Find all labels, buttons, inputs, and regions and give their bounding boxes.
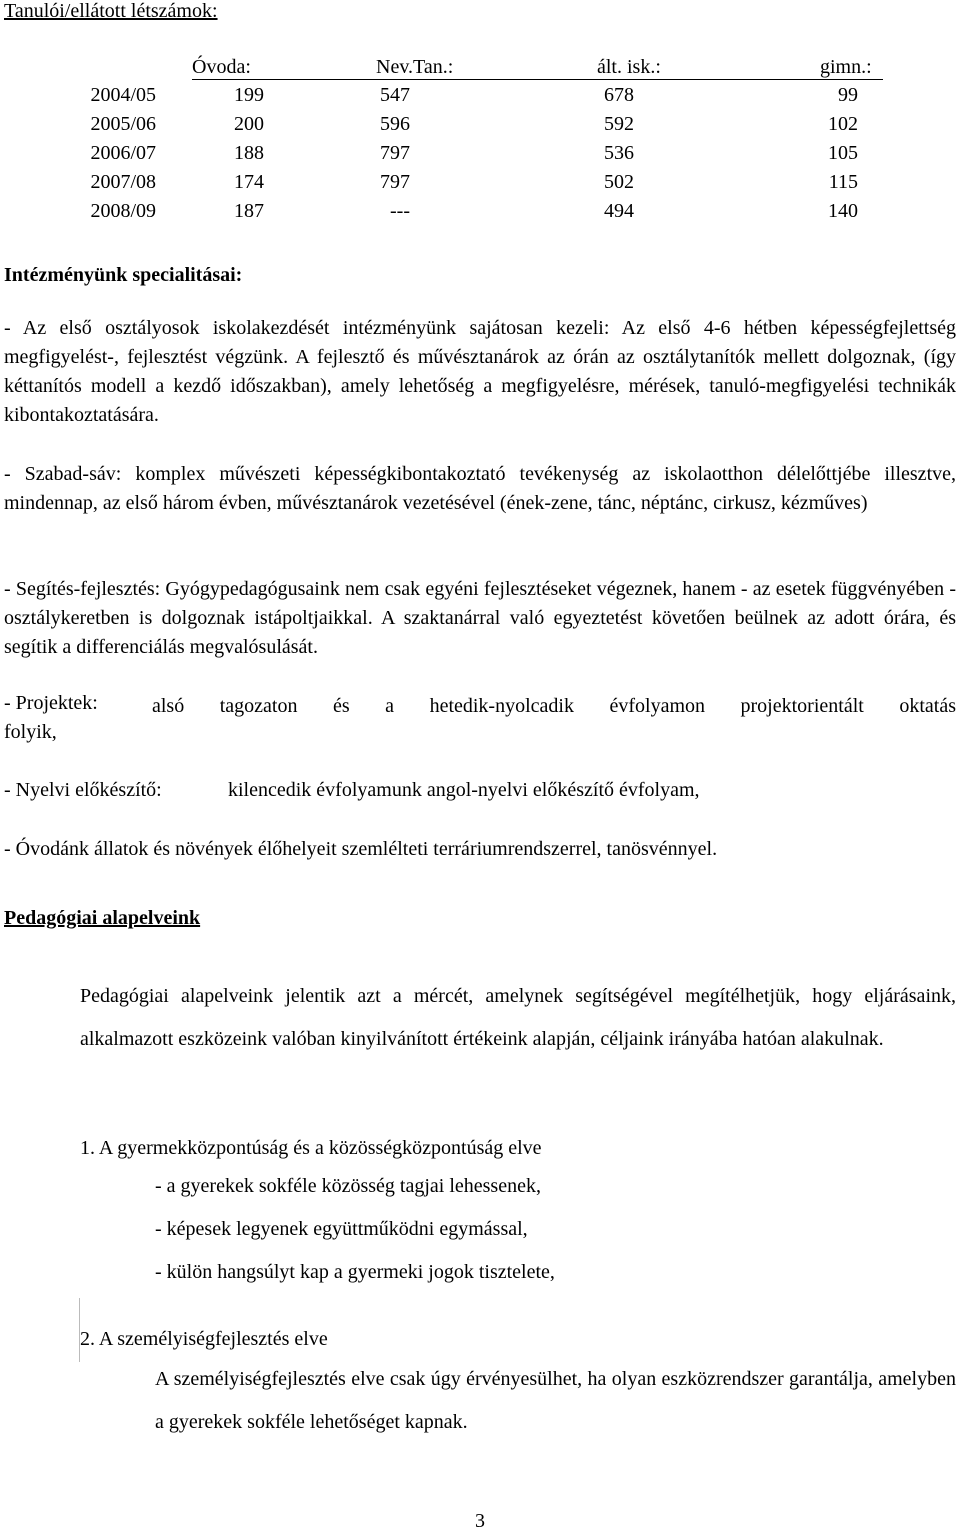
- table-cell-kindergarten: 200: [234, 113, 264, 135]
- table-cell-grammar: 140: [828, 200, 858, 222]
- projects-text-line2: folyik,: [4, 721, 57, 743]
- table-cell-kindergarten: 199: [234, 84, 264, 106]
- principle-1-bullet: - külön hangsúlyt kap a gyermeki jogok tisztelete,: [155, 1261, 555, 1283]
- projects-label: - Projektek:: [4, 692, 98, 714]
- principles-heading: Pedagógiai alapelveink: [4, 907, 201, 929]
- specialty-paragraph-terrarium: - Óvodánk állatok és növények élőhelyeit szemlélteti terráriumrendszerrel, tanösvénnyel.: [4, 838, 718, 860]
- specialty-paragraph-free-lane: - Szabad-sáv: komplex művészeti képességkibontakoztató tevékenység az iskolaotthon délelőttjébe illesztve, mindennap, az első három évben, művésztanárok vezetésével (ének-zene, tánc, néptánc, cirkusz, kézműves): [4, 463, 956, 514]
- principles-intro: Pedagógiai alapelveink jelentik azt a mércét, amelynek segítségével megítélhetjük, hogy eljárásaink, alkalmazott eszközeink valóban kinyilvánított értékeink alapján, céljaink irányába hatóan alakulnak.: [80, 985, 956, 1050]
- principle-2-text: A személyiségfejlesztés elve csak úgy érvényesülhet, ha olyan eszközrendszer garantálja, amelyben a gyerekek sokféle lehetőséget kapnak.: [155, 1368, 956, 1433]
- students-heading: Tanulói/ellátott létszámok:: [4, 0, 218, 22]
- table-header-grammar: gimn.:: [820, 56, 872, 78]
- language-prep-label: - Nyelvi előkészítő:: [4, 779, 162, 801]
- table-header-primary: ált. isk.:: [597, 56, 661, 78]
- table-cell-primary: 494: [604, 200, 634, 222]
- table-cell-primary: 592: [604, 113, 634, 135]
- table-cell-special-ed: 596: [380, 113, 410, 135]
- principle-2-title: 2. A személyiségfejlesztés elve: [80, 1328, 328, 1350]
- specialties-heading: Intézményünk specialitásai:: [4, 264, 243, 286]
- table-cell-special-ed: ---: [390, 200, 410, 222]
- table-cell-special-ed: 547: [380, 84, 410, 106]
- table-cell-primary: 502: [604, 171, 634, 193]
- table-cell-kindergarten: 187: [234, 200, 264, 222]
- language-prep-text: kilencedik évfolyamunk angol-nyelvi előkészítő évfolyam,: [228, 779, 700, 801]
- principle-1-bullet: - a gyerekek sokféle közösség tagjai lehessenek,: [155, 1175, 541, 1197]
- table-cell-year: 2008/09: [90, 200, 156, 222]
- table-cell-special-ed: 797: [380, 142, 410, 164]
- table-cell-year: 2006/07: [90, 142, 156, 164]
- table-cell-year: 2007/08: [90, 171, 156, 193]
- table-cell-year: 2005/06: [90, 113, 156, 135]
- table-cell-special-ed: 797: [380, 171, 410, 193]
- table-cell-grammar: 99: [838, 84, 858, 106]
- table-cell-kindergarten: 188: [234, 142, 264, 164]
- table-header-special-ed: Nev.Tan.:: [376, 56, 454, 78]
- table-cell-primary: 536: [604, 142, 634, 164]
- page-number: 3: [475, 1510, 485, 1532]
- table-cell-kindergarten: 174: [234, 171, 264, 193]
- table-header-underline: [192, 79, 883, 80]
- specialty-paragraph-first-graders: - Az első osztályosok iskolakezdését intézményünk sajátosan kezeli: Az első 4-6 hétben képességfejlettség megfigyelést-, fejlesztést végzünk. A fejlesztő és művésztanárok az órán az osztálytanítók mellett dolgoznak, (így kéttanítós modell a kezdő időszakban), amely lehetőség a megfigyelésre, mérések, tanuló-megfigyelési technikák kibontakoztatására.: [4, 317, 956, 426]
- projects-text-line1: alsó tagozaton és a hetedik-nyolcadik évfolyamon projektorientált oktatás: [152, 695, 956, 717]
- table-cell-grammar: 102: [828, 113, 858, 135]
- table-header-kindergarten: Óvoda:: [192, 56, 251, 78]
- principle-1-bullet: - képesek legyenek együttműködni egymással,: [155, 1218, 528, 1240]
- table-cell-grammar: 105: [828, 142, 858, 164]
- table-cell-year: 2004/05: [90, 84, 156, 106]
- table-cell-grammar: 115: [828, 171, 858, 193]
- principle-1-title: 1. A gyermekközpontúság és a közösségközpontúság elve: [80, 1137, 542, 1159]
- specialty-paragraph-support: - Segítés-fejlesztés: Gyógypedagógusaink nem csak egyéni fejlesztéseket végeznek, hanem - az esetek függvényében - osztálykeretben is dolgoznak istápoltjaikkal. A szaktanárral való egyeztetést követően beülnek az adott órára, és segítik a differenciálás megvalósulását.: [4, 578, 956, 658]
- table-cell-primary: 678: [604, 84, 634, 106]
